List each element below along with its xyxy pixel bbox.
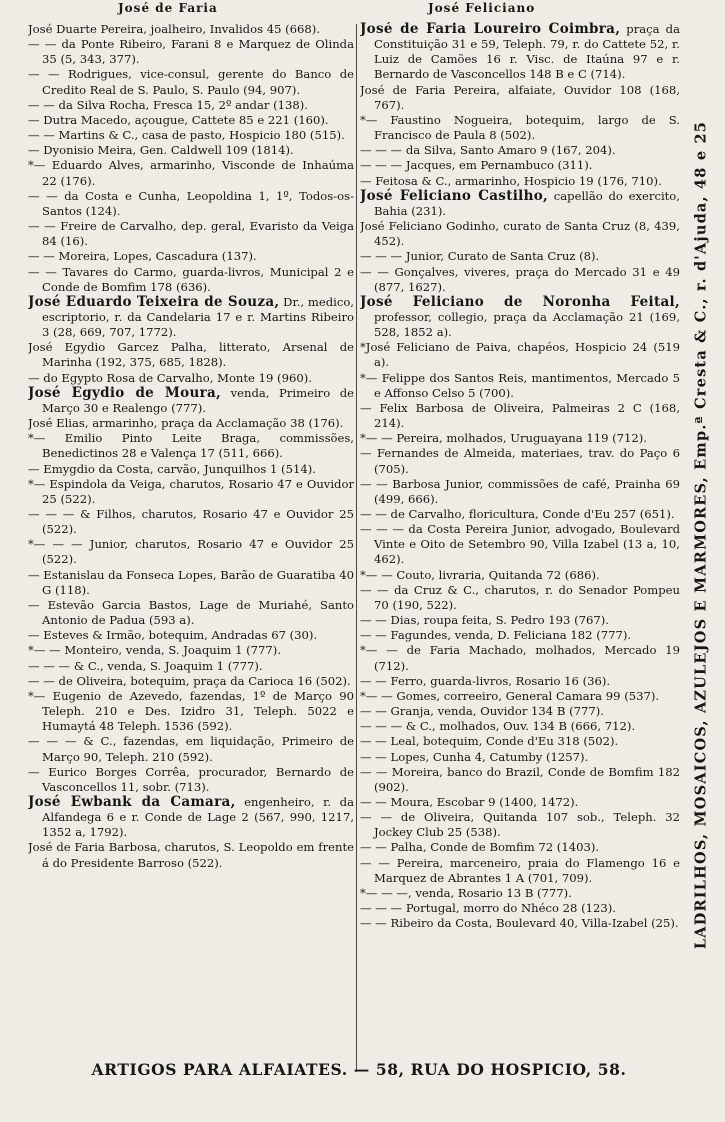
directory-entry [360,477,680,507]
entry-text: — — Tavares do Carmo, guarda-livros, Municipal 2 e Conde de Bomfim 178 (636). [28,264,354,294]
entry-text: José Duarte Pereira, joalheiro, Invalidos 45 (668). [28,22,321,36]
directory-entry [28,765,354,795]
directory-entry [360,522,680,567]
directory-entry [28,840,354,870]
column-divider [356,24,357,1072]
entry-text: — — de Oliveira, Quitanda 107 sob., Teleph. 32 Jockey Club 25 (538). [360,810,680,840]
directory-entry [28,219,354,249]
entry-text: — — da Silva Rocha, Fresca 15, 2º andar (138). [28,97,308,112]
directory-entry [28,477,354,507]
header-right: José Feliciano [428,1,536,15]
entry-text: — — Fagundes, venda, D. Feliciana 182 (777). [360,628,632,643]
entry-text: José Feliciano Godinho, curato de Santa Cruz (8, 439, 452). [360,219,680,249]
directory-entry [28,386,354,416]
entry-text: *— Faustino Nogueira, botequim, largo de S. Francisco de Paula 8 (502). [360,112,680,143]
entry-text: — Dutra Macedo, açougue, Cattete 85 e 221 (160). [28,112,329,127]
entry-text: José Elias, armarinho, praça da Acclamação 38 (176). [28,416,344,431]
entry-text: — — Rodrigues, vice-consul, gerente do Banco de Credito Real de S. Paulo, S. Paulo (94, 907). [28,67,354,97]
entry-text: *— — Monteiro, venda, S. Joaquim 1 (777). [28,643,282,658]
directory-entry [28,340,354,370]
directory-entry [28,98,354,113]
entry-text: — — Moreira, Lopes, Cascadura (137). [28,249,257,264]
entry-text: José de Faria Barbosa, charutos, S. Leopoldo em frente á do Presidente Barroso (522). [28,840,354,870]
entry-text: — — — Jacques, em Pernambuco (311). [360,158,593,173]
entry-text: *— — Pereira, molhados, Uruguayana 119 (712). [360,431,647,446]
entry-text: — — — & C., molhados, Ouv. 134 B (666, 712). [360,719,636,734]
directory-entry [360,265,680,295]
directory-entry [28,643,354,658]
entry-text: — — da Ponte Ribeiro, Farani 8 e Marquez de Olinda 35 (5, 343, 377). [28,37,354,67]
entry-text: *— Eduardo Alves, armarinho, Visconde de Inhaúma 22 (176). [28,158,354,188]
entry-text: — — Barbosa Junior, commissões de café, Prainha 69 (499, 666). [360,476,680,506]
entry-text: — — de Carvalho, floricultura, Conde d'Eu 257 (651). [360,507,675,521]
entry-text: *— Felippe dos Santos Reis, mantimentos, Mercado 5 e Affonso Celso 5 (700). [360,370,680,400]
directory-entry [28,189,354,219]
entry-text: — — Martins & C., casa de pasto, Hospicio 180 (515). [28,128,345,143]
directory-entry [360,401,680,431]
entry-text: venda, Primeiro de Março 30 e Realengo (777). [42,385,354,415]
directory-entry [28,628,354,643]
entry-name: José Egydio de Moura, [28,384,222,401]
directory-entry [360,295,680,340]
directory-entry [360,765,680,795]
entry-text: — — Granja, venda, Ouvidor 134 B (777). [360,704,604,719]
directory-entry [28,143,354,158]
directory-entry [360,568,680,583]
sidebar-advert-text: LADRILHOS, MOSAICOS, AZULEJOS E MARMORES, Emp.ª Cresta & C., r. d'Ajuda, 48 e 25 [692,120,710,950]
entry-text: — Eurico Borges Corrêa, procurador, Bernardo de Vasconcellos 11, sobr. (713). [28,764,354,794]
entry-text: *— — — Junior, charutos, Rosario 47 e Ouvidor 25 (522). [28,537,354,567]
directory-entry [28,598,354,628]
entry-text: — — Lopes, Cunha 4, Catumby (1257). [360,749,589,764]
entry-text: praça da Constituição 31 e 59, Teleph. 79, r. do Cattete 52, r. Luiz de Camões 16 r. Visc. de Itaúna 97 e r. Bernardo de Vasconcellos 148 B e C (714). [374,22,680,82]
footer-advert: ARTIGOS PARA ALFAIATES. — 58, RUA DO HOSPICIO, 58. [91,1060,627,1079]
directory-entry [360,507,680,522]
header-left: José de Faria [118,1,218,15]
entry-text: — — — da Silva, Santo Amaro 9 (167, 204). [360,143,616,158]
entry-text: José Egydio Garcez Palha, litterato, Arsenal de Marinha (192, 375, 685, 1828). [28,340,354,370]
directory-entry [360,143,680,158]
entry-text: *José Feliciano de Paiva, chapéos, Hospicio 24 (519 a). [360,340,680,370]
directory-entry [28,265,354,295]
entry-name: José Feliciano Castilho, [360,187,549,204]
directory-entry [360,901,680,916]
directory-entry [360,174,680,189]
directory-entry [360,856,680,886]
directory-entry [360,628,680,643]
directory-entry [360,371,680,401]
entry-text: — Fernandes de Almeida, materiaes, trav. do Paço 6 (705). [360,446,680,476]
directory-entry [360,22,680,83]
entry-name: José Ewbank da Camara, [28,793,236,810]
directory-entry [28,537,354,567]
directory-entry [360,113,680,143]
directory-entry [28,674,354,689]
entry-text: — — Freire de Carvalho, dep. geral, Evaristo da Veiga 84 (16). [28,219,354,249]
entry-text: — — de Oliveira, botequim, praça da Carioca 16 (502). [28,673,351,688]
directory-entry [360,583,680,613]
entry-name: José de Faria Loureiro Coimbra, [360,22,621,37]
directory-entry [360,704,680,719]
directory-entry [360,219,680,249]
entry-text: *— — Gomes, correeiro, General Camara 99 (537). [360,688,660,703]
directory-entry [360,643,680,673]
directory-entry [28,37,354,67]
entry-text: — — — & C., fazendas, em liquidação, Primeiro de Março 90, Teleph. 210 (592). [28,734,354,764]
entry-text: — Dyonisio Meira, Gen. Caldwell 109 (1814). [28,143,294,158]
directory-entry [360,795,680,810]
running-header [28,0,693,20]
entry-text: — — — Junior, Curato de Santa Cruz (8). [360,249,600,264]
left-column [28,22,354,1080]
directory-entry [360,840,680,855]
sidebar-advert [686,20,716,1050]
entry-name: José Feliciano de Noronha Feital, [360,293,680,310]
directory-entry [28,689,354,734]
entry-text: — Felix Barbosa de Oliveira, Palmeiras 2 C (168, 214). [360,400,680,431]
entry-text: — do Egypto Rosa de Carvalho, Monte 19 (960). [28,370,312,385]
entry-text: — — Moura, Escobar 9 (1400, 1472). [360,794,579,809]
entry-text: — Estanislau da Fonseca Lopes, Barão de Guaratiba 40 G (118). [28,567,354,597]
right-column [360,22,680,1080]
directory-entry [360,750,680,765]
entry-text: — — da Cruz & C., charutos, r. do Senador Pompeu 70 (190, 522). [360,582,680,612]
entry-text: — — Moreira, banco do Brazil, Conde de Bomfim 182 (902). [360,764,680,794]
entry-text: — — Ribeiro da Costa, Boulevard 40, Villa-Izabel (25). [360,916,679,931]
entry-text: *— Espindola da Veiga, charutos, Rosario 47 e Ouvidor 25 (522). [28,476,354,506]
directory-entry [360,719,680,734]
entry-text: *— — Couto, livraria, Quitanda 72 (686). [360,567,600,582]
entry-text: — Esteves & Irmão, botequim, Andradas 67 (30). [28,628,318,643]
directory-entry [360,674,680,689]
directory-entry [28,22,354,37]
entry-text: — — da Costa e Cunha, Leopoldina 1, 1º, Todos-os-Santos (124). [28,188,354,218]
directory-entry [28,431,354,461]
directory-entry [360,249,680,264]
directory-entry [360,189,680,219]
directory-entry [360,83,680,113]
entry-text: — Emygdio da Costa, carvão, Junquilhos 1 (514). [28,461,316,476]
entry-text: — Feitosa & C., armarinho, Hospicio 19 (176, 710). [360,173,662,188]
entry-text: *— Eugenio de Azevedo, fazendas, 1º de Março 90 Teleph. 210 e Des. Izidro 31, Teleph. 5022 e Humaytá 48 Teleph. 1536 (592). [28,688,354,734]
directory-entry [28,249,354,264]
directory-entry [360,446,680,476]
entry-text: — — — Portugal, morro do Nhéco 28 (123). [360,901,616,916]
entry-name: José Eduardo Teixeira de Souza, [28,293,280,310]
directory-entry [28,158,354,188]
entry-text: — Estevão Garcia Bastos, Lage de Muriahé, Santo Antonio de Padua (593 a). [28,597,354,628]
entry-text: — — Ferro, guarda-livros, Rosario 16 (36). [360,673,611,688]
directory-entry [360,158,680,173]
directory-entry [28,113,354,128]
entry-text: José de Faria Pereira, alfaiate, Ouvidor 108 (168, 767). [360,82,680,112]
directory-entry [28,568,354,598]
directory-entry [28,67,354,97]
directory-entry [360,886,680,901]
directory-entry [360,431,680,446]
entry-text: — — — & Filhos, charutos, Rosario 47 e Ouvidor 25 (522). [28,507,354,537]
entry-text: — — Dias, roupa feita, S. Pedro 193 (767). [360,613,609,628]
directory-entry [28,795,354,840]
directory-entry [28,734,354,764]
directory-entry [360,810,680,840]
entry-text: — — Pereira, marceneiro, praia do Flamengo 16 e Marquez de Abrantes 1 A (701, 709). [360,855,680,885]
entry-text: — — — & C., venda, S. Joaquim 1 (777). [28,658,263,673]
directory-entry [28,507,354,537]
directory-entry [360,689,680,704]
directory-entry [28,416,354,431]
directory-entry [28,371,354,386]
entry-text: *— Emilio Pinto Leite Braga, commissões, Benedictinos 28 e Valença 17 (511, 666). [28,431,354,461]
directory-entry [28,295,354,340]
directory-entry [360,613,680,628]
entry-text: professor, collegio, praça da Acclamação 21 (169, 528, 1852 a). [374,309,680,340]
entry-text: Dr., medico, escriptorio, r. da Candelaria 17 e r. Martins Ribeiro 3 (28, 669, 707, 1772). [42,294,354,340]
directory-entry [28,462,354,477]
entry-text: — — — da Costa Pereira Junior, advogado, Boulevard Vinte e Oito de Setembro 90, Villa Izabel (13 a, 10, 462). [360,522,680,567]
entry-text: — — Gonçalves, viveres, praça do Mercado 31 e 49 (877, 1627). [360,264,680,294]
directory-entry [360,340,680,370]
entry-text: engenheiro, r. da Alfandega 6 e r. Conde de Lage 2 (567, 990, 1217, 1352 a, 1792). [42,794,354,840]
entry-text: *— — de Faria Machado, molhados, Mercado 19 (712). [360,643,680,673]
entry-text: — — Palha, Conde de Bomfim 72 (1403). [360,840,600,855]
directory-entry [360,916,680,931]
directory-entry [28,659,354,674]
entry-text: — — Leal, botequim, Conde d'Eu 318 (502). [360,734,619,749]
entry-text: *— — —, venda, Rosario 13 B (777). [360,885,572,900]
entry-text: capellão do exercito, Bahia (231). [374,188,680,218]
directory-entry [28,128,354,143]
directory-entry [360,734,680,749]
